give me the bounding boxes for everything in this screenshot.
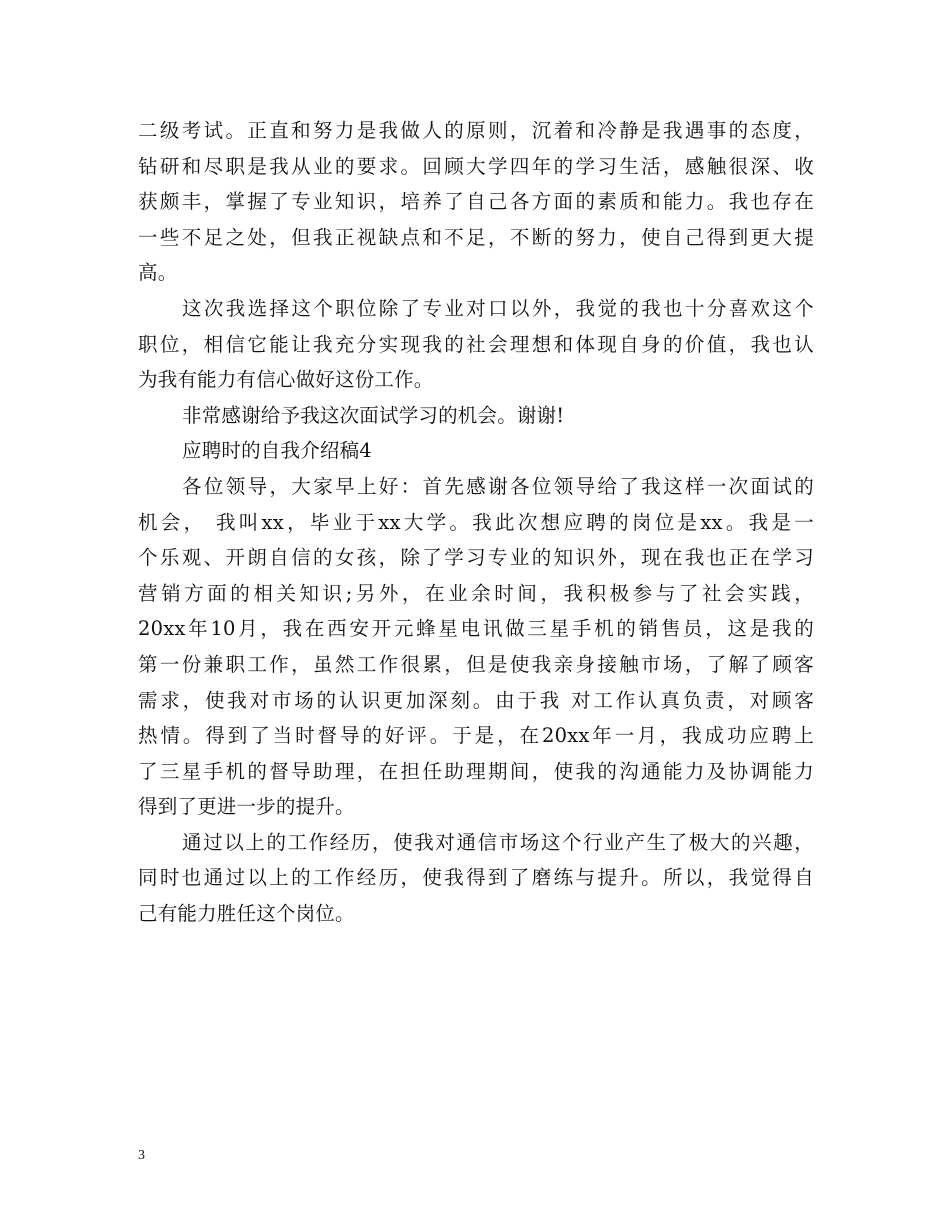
text-line: 各位领导，大家早上好：首先感谢各位领导给了我这样一次面试的 bbox=[182, 474, 814, 498]
text-line: 二级考试。正直和努力是我做人的原则，沉着和冷静是我遇事的态度， bbox=[138, 119, 814, 142]
page-number: 3 bbox=[138, 1148, 145, 1163]
paragraph bbox=[138, 113, 814, 291]
paragraph bbox=[138, 291, 814, 398]
text-line: 得到了更进一步的提升。 bbox=[138, 795, 355, 819]
text-line: 钻研和尽职是我从业的要求。回顾大学四年的学习生活，感触很深、收 bbox=[138, 154, 814, 178]
text-line: 需求，使我对市场的认识更加深刻。由于我 对工作认真负责，对顾客 bbox=[138, 688, 814, 712]
text-line: 个乐观、开朗自信的女孩，除了学习专业的知识外，现在我也正在学习 bbox=[138, 546, 814, 570]
text-line: 第一份兼职工作，虽然工作很累，但是使我亲身接触市场，了解了顾客 bbox=[138, 652, 814, 676]
text-line: 非常感谢给予我这次面试学习的机会。谢谢! bbox=[182, 403, 565, 427]
text-line: 通过以上的工作经历，使我对通信市场这个行业产生了极大的兴趣， bbox=[182, 830, 814, 854]
text-line: 一些不足之处，但我正视缺点和不足，不断的努力，使自己得到更大提 bbox=[138, 225, 814, 249]
text-line: 获颇丰，掌握了专业知识，培养了自己各方面的素质和能力。我也存在 bbox=[138, 190, 814, 214]
text-line: 这次我选择这个职位除了专业对口以外，我觉的我也十分喜欢这个 bbox=[182, 296, 814, 320]
paragraph bbox=[138, 398, 814, 434]
paragraph bbox=[138, 825, 814, 932]
text-line: 己有能力胜任这个岗位。 bbox=[138, 902, 355, 926]
text-line: 高。 bbox=[138, 261, 178, 285]
document-body bbox=[138, 113, 814, 932]
text-line: 职位，相信它能让我充分实现我的社会理想和体现自身的价值，我也认 bbox=[138, 332, 814, 356]
text-line: 热情。得到了当时督导的好评。于是，在20xx年一月，我成功应聘上 bbox=[138, 724, 814, 748]
text-line: 了三星手机的督导助理，在担任助理期间，使我的沟通能力及协调能力 bbox=[138, 759, 814, 783]
text-line: 20xx年10月，我在西安开元蜂星电讯做三星手机的销售员，这是我的 bbox=[138, 617, 814, 641]
paragraph bbox=[138, 469, 814, 825]
text-line: 为我有能力有信心做好这份工作。 bbox=[138, 368, 434, 392]
text-line: 机会， 我叫xx，毕业于xx大学。我此次想应聘的岗位是xx。我是一 bbox=[138, 510, 814, 534]
text-line: 应聘时的自我介绍稿4 bbox=[182, 439, 372, 463]
paragraph bbox=[138, 433, 814, 469]
text-line: 同时也通过以上的工作经历，使我得到了磨练与提升。所以，我觉得自 bbox=[138, 866, 814, 890]
text-line: 营销方面的相关知识;另外，在业余时间，我积极参与了社会实践， bbox=[138, 581, 814, 605]
